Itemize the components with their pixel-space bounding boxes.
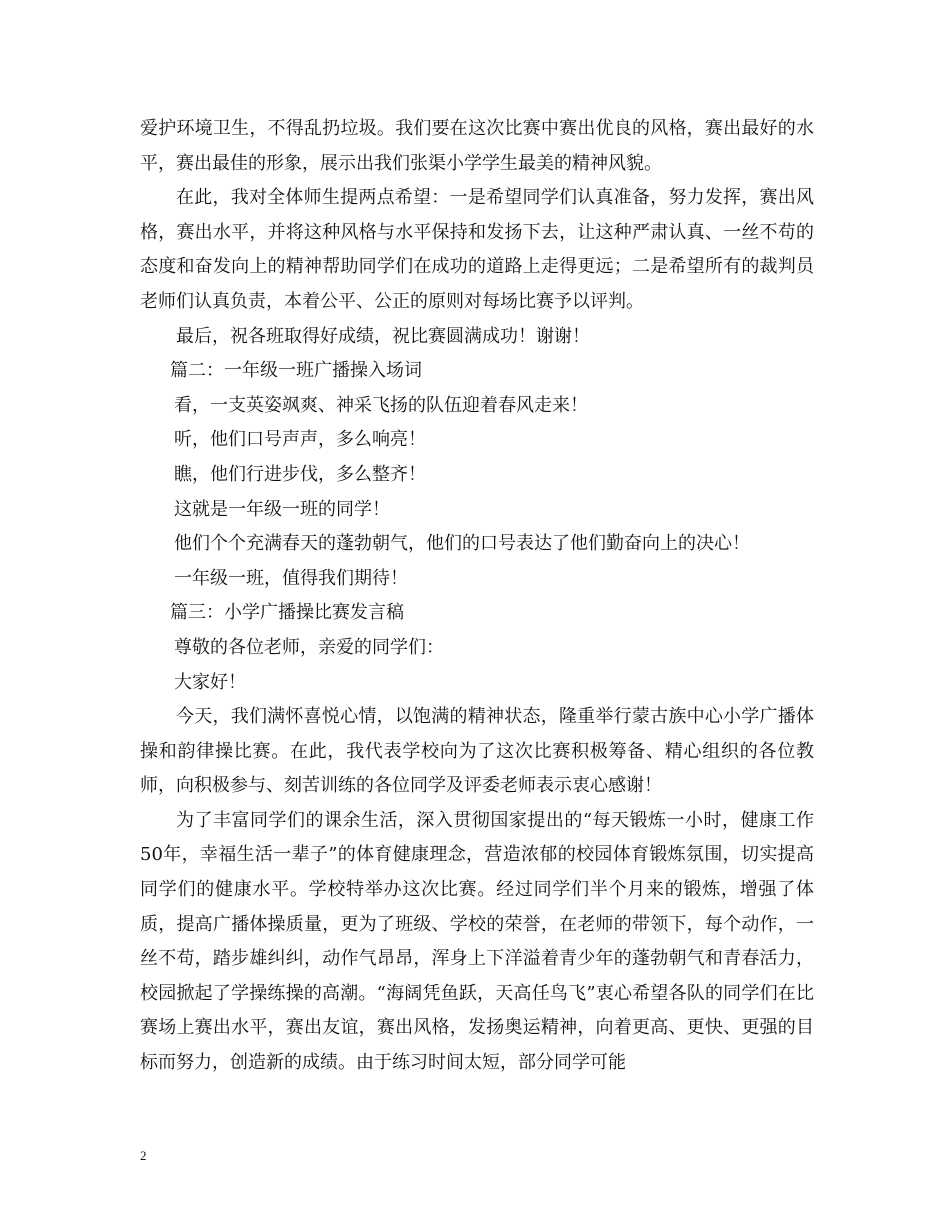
paragraph-closing: 最后，祝各班取得好成绩，祝比赛圆满成功！谢谢！ [176,325,590,347]
paragraph-greeting: 大家好！ [174,671,246,693]
paragraph-look: 看，一支英姿飒爽、神采飞扬的队伍迎着春风走来！ [174,394,588,416]
paragraph-salutation: 尊敬的各位老师，亲爱的同学们： [174,636,444,658]
paragraph-today: 今天，我们满怀喜悦心情，以饱满的精神状态，隆重举行蒙古族中心小学广播体操和韵律操比赛。在此，我代表学校向为了这次比赛积极筹备、精心组织的各位教师，向积极参与、刻苦训练的各位同学及评委老师表示衷心感谢！ [140,706,814,797]
paragraph-hopes: 在此，我对全体师生提两点希望：一是希望同学们认真准备，努力发挥，赛出风格，赛出水平，并将这种风格与水平保持和发扬下去，让这种严肃认真、一丝不苟的态度和奋发向上的精神帮助同学们在成功的道路上走得更远；二是希望所有的裁判员老师们认真负责，本着公平、公正的原则对每场比赛予以评判。 [140,187,814,312]
section-heading-2: 篇二：一年级一班广播操入场词 [170,360,422,382]
page-number: 2 [140,1148,147,1163]
paragraph-continuation: 爱护环境卫生，不得乱扔垃圾。我们要在这次比赛中赛出优良的风格，赛出最好的水平，赛出最佳的形象，展示出我们张渠小学学生最美的精神风貌。 [140,118,814,174]
document-body [140,112,814,1081]
paragraph-listen: 听，他们口号声声，多么响亮！ [174,429,426,451]
paragraph-class: 这就是一年级一班的同学！ [174,498,390,520]
paragraph-see: 瞧，他们行进步伐，多么整齐！ [174,463,426,485]
paragraph-expect: 一年级一班，值得我们期待！ [174,567,408,589]
section-heading-3: 篇三：小学广播操比赛发言稿 [170,602,404,624]
paragraph-spirit: 他们个个充满春天的蓬勃朝气，他们的口号表达了他们勤奋向上的决心！ [174,533,750,555]
paragraph-purpose: 为了丰富同学们的课余生活，深入贯彻国家提出的“每天锻炼一小时，健康工作50年，幸福生活一辈子”的体育健康理念，营造浓郁的校园体育锻炼氛围，切实提高同学们的健康水平。学校特举办这次比赛。经过同学们半个月来的锻炼，增强了体质，提高广播体操质量，更为了班级、学校的荣誉，在老师的带领下，每个动作，一丝不苟，踏步雄纠纠，动作气昂昂，浑身上下洋溢着青少年的蓬勃朝气和青春活力，校园掀起了学操练操的高潮。“海阔凭鱼跃，天高任鸟飞”衷心希望各队的同学们在比赛场上赛出水平，赛出友谊，赛出风格，发扬奥运精神，向着更高、更快、更强的目标而努力，创造新的成绩。由于练习时间太短，部分同学可能 [140,809,814,1074]
